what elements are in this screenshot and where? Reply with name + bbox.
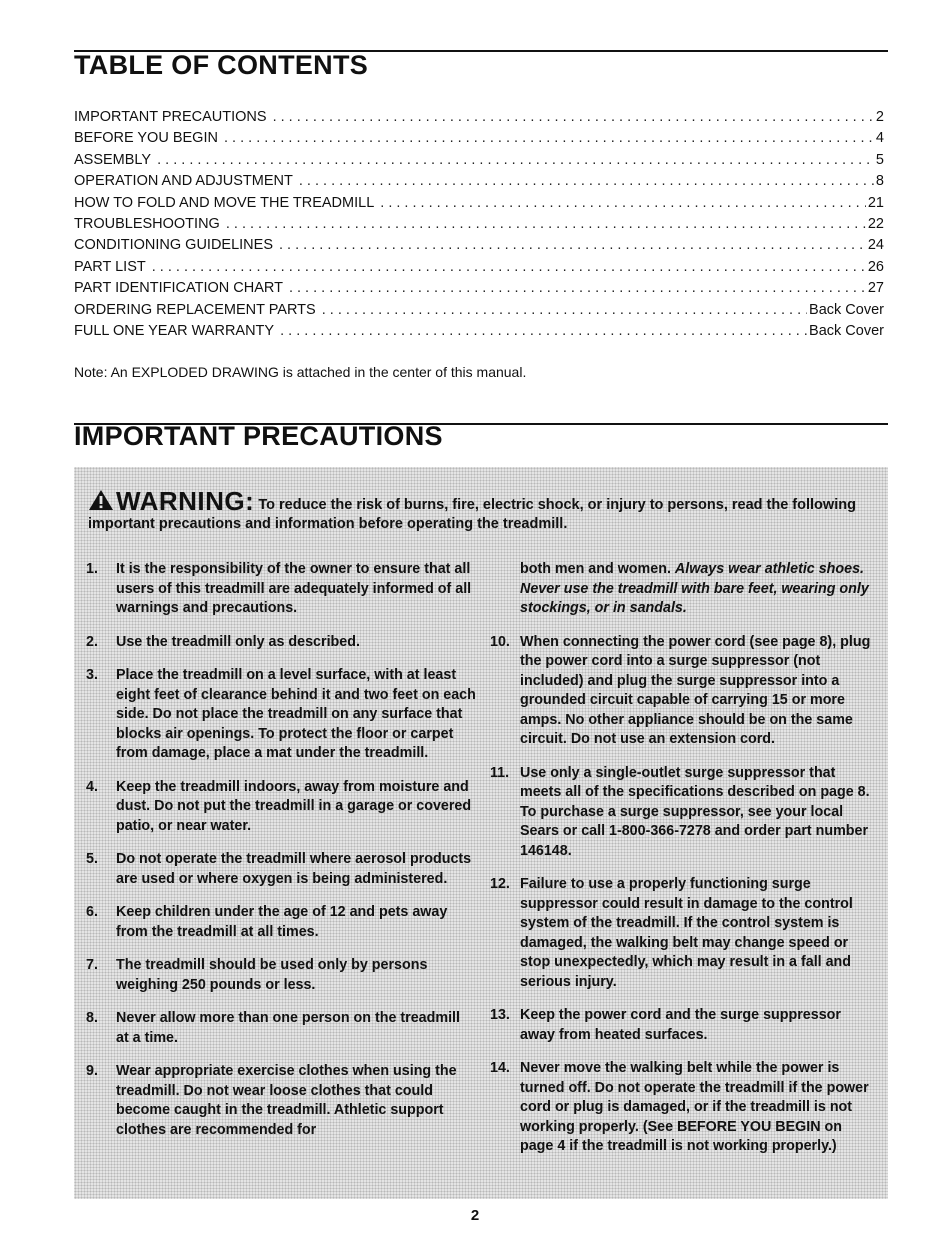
precaution-number: 10. [490, 633, 510, 650]
toc-entry-title: FULL ONE YEAR WARRANTY [74, 322, 275, 339]
precaution-text-main: Use only a single-outlet surge suppressor that meets all of the specifications described on page 8. To purchase a surge suppressor, see your local Sears or call 1-800-366-7278 and order part number 146148. [520, 764, 870, 859]
toc-entry-title: PART LIST [74, 258, 146, 275]
precaution-text [520, 875, 874, 992]
warning-text: To reduce the risk of burns, fire, electric shock, or injury to persons, read the following important precautions and information before operating the treadmill. [88, 497, 856, 532]
precaution-text-main: Keep the treadmill indoors, away from moisture and dust. Do not put the treadmill in a garage or covered patio, or near water. [116, 778, 472, 834]
toc-entry-title: IMPORTANT PRECAUTIONS [74, 109, 267, 125]
precaution-text-main: Never move the walking belt while the power is turned off. Do not operate the treadmill if the power cord or plug is damaged, or if the treadmill is not working properly. (See BEFORE YOU BEGIN on page 4 if the treadmill is not working properly.) [520, 1060, 869, 1154]
precaution-text [116, 850, 476, 889]
precaution-text-main: The treadmill should be used only by persons weighing 250 pounds or less. [116, 957, 428, 993]
precaution-text [116, 1062, 476, 1140]
toc-entry-page: 4 [875, 130, 884, 147]
precautions-heading: IMPORTANT PRECAUTIONS [74, 421, 443, 451]
precaution-item [490, 875, 874, 992]
precaution-item [490, 633, 874, 750]
precaution-text-main: Do not operate the treadmill where aerosol products are used or where oxygen is being administered. [116, 851, 472, 887]
precaution-number: 4. [86, 778, 98, 795]
precaution-text-main: When connecting the power cord (see page 8), plug the power cord into a surge suppressor (not included) and plug the surge suppressor into a grounded circuit capable of carrying 15 or more amps. No other appliance should be on the same circuit. Do not use an extension cord. [520, 633, 871, 747]
precaution-text [520, 633, 874, 750]
toc-entry-title: ASSEMBLY [74, 151, 152, 168]
toc-entry-page: Back Cover [809, 322, 884, 339]
toc-entry-page: 2 [875, 109, 884, 125]
precaution-item [490, 764, 874, 862]
precaution-text-main: Keep the power cord and the surge suppressor away from heated surfaces. [520, 1007, 841, 1043]
toc-entry-page: 22 [867, 215, 884, 232]
precautions-column-left [86, 560, 476, 1154]
precaution-item [490, 560, 874, 619]
precaution-number: 7. [86, 957, 98, 973]
precaution-text-main: Wear appropriate exercise clothes when using the treadmill. Do not wear loose clothes that could become caught in the treadmill. Athletic support clothes are recommended for [116, 1063, 457, 1138]
warning-triangle-icon [88, 489, 114, 511]
toc-dot-leader [273, 109, 874, 125]
toc-list [74, 109, 884, 344]
precaution-item [490, 1059, 874, 1157]
precaution-number: 5. [86, 851, 98, 867]
toc-entry [74, 259, 884, 280]
toc-dot-leader [226, 216, 866, 232]
precaution-text [116, 666, 476, 764]
toc-entry [74, 216, 884, 237]
toc-entry-page: 21 [867, 194, 884, 211]
toc-dot-leader [279, 237, 866, 253]
warning-word: WARNING: [116, 486, 255, 516]
precaution-number [490, 560, 520, 619]
toc-entry [74, 130, 884, 151]
precautions-column-right [490, 560, 874, 1171]
toc-dot-leader [299, 173, 874, 189]
precaution-number: 11. [490, 764, 510, 781]
precaution-number: 3. [86, 667, 98, 683]
toc-entry-title: ORDERING REPLACEMENT PARTS [74, 301, 316, 318]
precaution-text-main: It is the responsibility of the owner to ensure that all users of this treadmill are adequately informed of all warnings and precautions. [116, 561, 472, 616]
precaution-text [116, 633, 476, 653]
precaution-number: 1. [86, 561, 98, 577]
precaution-text-main: Keep children under the age of 12 and pets away from the treadmill at all times. [116, 904, 448, 940]
precaution-item [86, 850, 476, 889]
precaution-text [520, 1059, 874, 1157]
precaution-number: 2. [86, 633, 98, 650]
precaution-number: 8. [86, 1010, 98, 1026]
toc-entry-title: BEFORE YOU BEGIN [74, 130, 218, 147]
toc-dot-leader [322, 302, 807, 318]
toc-dot-leader [157, 152, 874, 168]
precaution-text [116, 1009, 476, 1048]
precaution-item [86, 633, 476, 653]
toc-entry [74, 152, 884, 173]
precaution-number: 13. [490, 1007, 510, 1023]
precaution-text-main: Place the treadmill on a level surface, with at least eight feet of clearance behind it and two feet on each side. Do not place the treadmill on any surface that blocks air openings. To protect the floor or carpet from damage, place a mat under the treadmill. [116, 667, 476, 761]
precaution-text-main: both men and women. [520, 561, 671, 577]
toc-entry [74, 173, 884, 194]
toc-entry-page: 26 [867, 258, 884, 275]
toc-entry [74, 237, 884, 258]
toc-heading: TABLE OF CONTENTS [74, 50, 369, 80]
precaution-item [86, 903, 476, 942]
precaution-number: 6. [86, 904, 98, 920]
precaution-text [116, 903, 476, 942]
precaution-text [116, 778, 476, 837]
toc-dot-leader [380, 195, 866, 211]
precaution-number: 9. [86, 1063, 98, 1079]
toc-dot-leader [224, 130, 874, 146]
precaution-text-main: Use the treadmill only as described. [116, 633, 360, 650]
toc-entry-page: 8 [875, 173, 884, 190]
toc-entry [74, 323, 884, 344]
toc-entry-title: HOW TO FOLD AND MOVE THE TREADMILL [74, 194, 375, 211]
warning-statement [88, 486, 878, 534]
exploded-drawing-note: Note: An EXPLODED DRAWING is attached in the center of this manual. [74, 364, 527, 380]
toc-dot-leader [152, 259, 866, 275]
precaution-item [86, 666, 476, 764]
precaution-text [116, 956, 476, 995]
precaution-text [116, 560, 476, 619]
toc-dot-leader [280, 323, 807, 339]
toc-entry [74, 302, 884, 323]
page-number: 2 [470, 1207, 480, 1224]
precaution-item [86, 778, 476, 837]
toc-entry [74, 280, 884, 301]
precaution-number: 14. [490, 1060, 510, 1076]
precaution-item [86, 1009, 476, 1048]
toc-entry-page: 24 [867, 237, 884, 254]
precaution-item [86, 956, 476, 995]
precaution-item [490, 1006, 874, 1045]
precaution-number: 12. [490, 876, 510, 892]
warning-box [74, 467, 888, 1199]
toc-dot-leader [289, 280, 866, 296]
precaution-text [520, 560, 874, 619]
toc-entry-title: OPERATION AND ADJUSTMENT [74, 173, 293, 190]
toc-entry-title: PART IDENTIFICATION CHART [74, 280, 283, 297]
toc-entry [74, 195, 884, 216]
precaution-text-emphasis: Always wear athletic shoes. Never use the treadmill with bare feet, wearing only stockings, or in sandals. [520, 561, 869, 616]
precaution-item [86, 1062, 476, 1140]
toc-entry-page: 27 [867, 280, 884, 297]
toc-entry-title: CONDITIONING GUIDELINES [74, 237, 273, 254]
toc-entry-title: TROUBLESHOOTING [74, 215, 220, 232]
precaution-text-main: Never allow more than one person on the treadmill at a time. [116, 1010, 460, 1046]
precaution-text [520, 1006, 874, 1045]
toc-entry-page: 5 [875, 151, 884, 168]
precaution-text-main: Failure to use a properly functioning surge suppressor could result in damage to the control system of the treadmill. If the control system is damaged, the walking belt may change speed or stop unexpectedly, which may result in a fall and serious injury. [520, 876, 853, 990]
precaution-item [86, 560, 476, 619]
toc-entry-page: Back Cover [809, 301, 884, 318]
toc-entry [74, 109, 884, 130]
precaution-text [520, 764, 874, 862]
